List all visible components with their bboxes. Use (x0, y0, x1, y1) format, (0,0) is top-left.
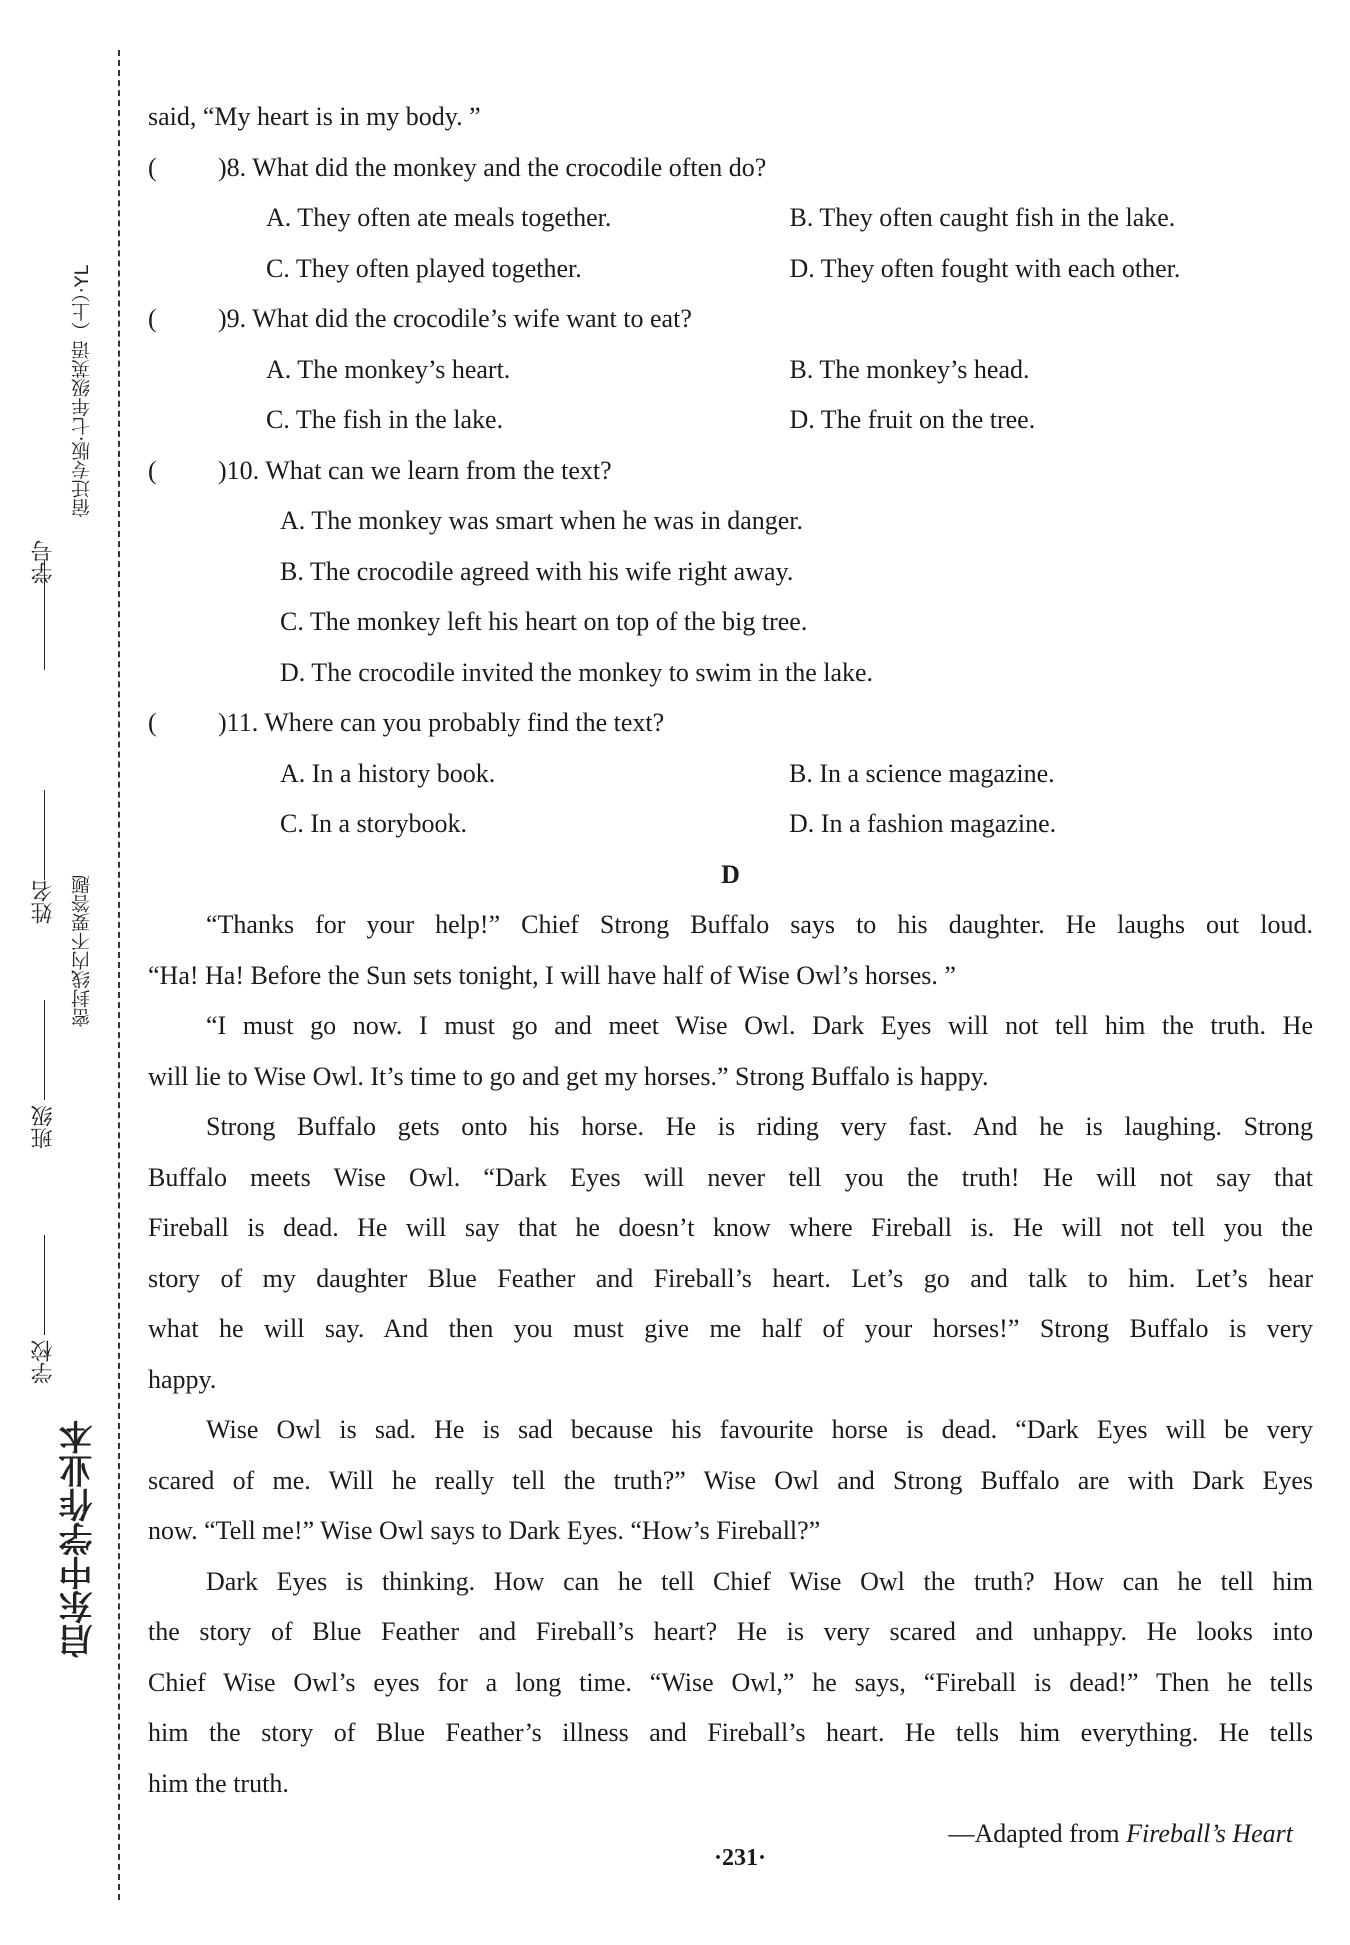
question-10 (148, 446, 1313, 497)
question-11-stem: )11. Where can you probably find the text? (218, 708, 665, 737)
question-11-options-row-1 (148, 749, 1313, 800)
passage-line: “I must go now. I must go and meet Wise Owl. Dark Eyes will not tell him the truth. He (206, 1011, 1313, 1040)
question-8 (148, 143, 1313, 194)
question-9 (148, 294, 1313, 345)
binding-margin (0, 0, 140, 1945)
question-8-options-row-1 (148, 193, 1313, 244)
question-11 (148, 698, 1313, 749)
source-prefix: —Adapted from (948, 1819, 1127, 1848)
q9-option-b: B. The monkey’s head. (789, 354, 1030, 384)
passage-line: what he will say. And then you must give me half of your horses!” Strong Buffalo is very (148, 1314, 1313, 1343)
school-label: 学校 (31, 1340, 56, 1384)
answer-bracket-10[interactable]: ( (148, 455, 157, 485)
q11-option-a: A. In a history book. (280, 758, 496, 788)
q10-option-c: C. The monkey left his heart on top of the big tree. (280, 607, 808, 636)
passage-line: story of my daughter Blue Feather and Fireball’s heart. Let’s go and talk to him. Let’s hear (148, 1263, 1313, 1293)
passage-line: the story of Blue Feather and Fireball’s heart? He is very scared and unhappy. He looks into (148, 1617, 1313, 1646)
section-d-passage (148, 900, 1313, 1809)
question-8-options-row-2 (148, 244, 1313, 295)
passage-line: him the truth. (148, 1768, 289, 1798)
q10-option-d: D. The crocodile invited the monkey to swim in the lake. (280, 657, 874, 687)
passage-line: “Thanks for your help!” Chief Strong Buffalo says to his daughter. He laughs out loud. (206, 910, 1313, 939)
book-title: 启东中学作业本 (59, 1420, 99, 1658)
passage-line: Strong Buffalo gets onto his horse. He is riding very fast. And he is laughing. Strong (206, 1112, 1313, 1141)
passage-line: happy. (148, 1364, 217, 1394)
passage-line: Fireball is dead. He will say that he doesn’t know where Fireball is. He will not tell you the (148, 1213, 1313, 1242)
question-9-options-row-1 (148, 345, 1313, 396)
question-10-stem: )10. What can we learn from the text? (218, 455, 612, 485)
number-label: 学号 (31, 540, 56, 584)
question-8-stem: )8. What did the monkey and the crocodile often do? (218, 152, 767, 182)
q8-option-a: A. They often ate meals together. (266, 203, 612, 232)
class-underline (44, 1000, 45, 1100)
school-field (28, 1340, 59, 1384)
passage-line: now. “Tell me!” Wise Owl says to Dark Eyes. “How’s Fireball?” (148, 1516, 821, 1545)
question-9-stem: )9. What did the crocodile’s wife want to eat? (218, 304, 692, 333)
q8-option-b: B. They often caught fish in the lake. (789, 203, 1176, 232)
q9-option-c: C. The fish in the lake. (266, 405, 504, 434)
passage-c-tail: said, “My heart is in my body. ” (148, 102, 481, 131)
page-number: ·231· (713, 1845, 766, 1871)
passage-line: Dark Eyes is thinking. How can he tell Chief Wise Owl the truth? How can he tell him (206, 1566, 1313, 1596)
binding-dash-line (118, 50, 120, 1900)
q8-option-d: D. They often fought with each other. (789, 253, 1181, 283)
class-field (28, 1105, 59, 1149)
q8-option-c: C. They often played together. (266, 253, 582, 283)
source-title: Fireball’s Heart (1126, 1819, 1293, 1848)
answer-bracket-8[interactable]: ( (148, 152, 157, 182)
series-title: 宿迁专版·七年级英语（上）·YL (71, 265, 93, 518)
name-underline (44, 790, 45, 880)
q11-option-b: B. In a science magazine. (789, 758, 1055, 788)
passage-line: Wise Owl is sad. He is sad because his favourite horse is dead. “Dark Eyes will be very (206, 1415, 1313, 1444)
question-9-options-row-2 (148, 395, 1313, 446)
passage-line: “Ha! Ha! Before the Sun sets tonight, I will have half of Wise Owl’s horses. ” (148, 960, 956, 990)
answer-bracket-11[interactable]: ( (148, 708, 157, 737)
page-content (148, 92, 1313, 1860)
passage-line: Buffalo meets Wise Owl. “Dark Eyes will never tell you the truth! He will not say that (148, 1162, 1313, 1192)
name-label: 姓名 (31, 880, 56, 924)
name-field (28, 880, 59, 924)
binding-notice: 密封线内不要答题 (71, 875, 93, 1027)
passage-line: him the story of Blue Feather’s illness and Fireball’s heart. He tells him everything. He tells (148, 1718, 1313, 1747)
passage-line: Chief Wise Owl’s eyes for a long time. “Wise Owl,” he says, “Fireball is dead!” Then he tells (148, 1667, 1313, 1697)
q9-option-d: D. The fruit on the tree. (789, 405, 1036, 434)
q11-option-c: C. In a storybook. (280, 809, 468, 838)
passage-line: scared of me. Will he really tell the truth?” Wise Owl and Strong Buffalo are with Dark Eyes (148, 1465, 1313, 1495)
school-underline (44, 1235, 45, 1335)
q10-option-a: A. The monkey was smart when he was in danger. (280, 506, 804, 535)
answer-bracket-9[interactable]: ( (148, 304, 157, 333)
q10-option-b: B. The crocodile agreed with his wife right away. (280, 556, 794, 586)
class-label: 班级 (31, 1105, 56, 1149)
number-underline (44, 560, 45, 670)
passage-line: will lie to Wise Owl. It’s time to go and get my horses.” Strong Buffalo is happy. (148, 1061, 989, 1091)
question-11-options-row-2 (148, 799, 1313, 850)
section-d-title: D (721, 859, 740, 889)
q9-option-a: A. The monkey’s heart. (266, 354, 511, 384)
q11-option-d: D. In a fashion magazine. (789, 809, 1057, 838)
